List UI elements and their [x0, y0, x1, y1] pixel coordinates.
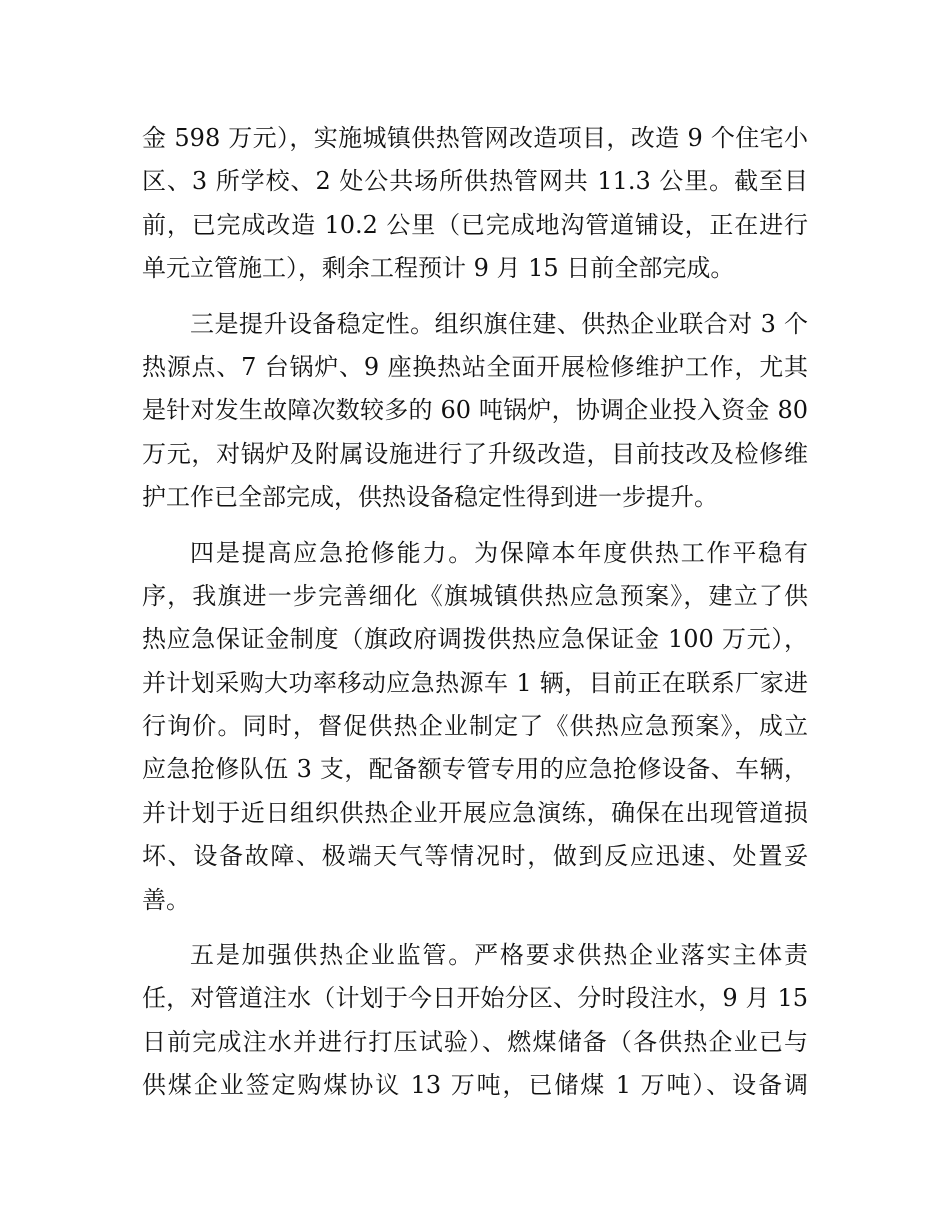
text-line: 单元立管施工），剩余工程预计 9 月 15 日前全部完成。 — [142, 254, 735, 283]
document-body — [142, 117, 808, 1120]
text-line: 金 598 万元），实施城镇供热管网改造项目，改造 9 个住宅小 — [142, 124, 808, 152]
text-line: 热源点、7 台锅炉、9 座换热站全面开展检修维护工作，尤其 — [142, 352, 808, 381]
text-line: 四是提高应急抢修能力。为保障本年度供热工作平稳有 — [190, 538, 808, 567]
text-line: 五是加强供热企业监管。严格要求供热企业落实主体责 — [190, 941, 808, 970]
text-line: 护工作已全部完成，供热设备稳定性得到进一步提升。 — [142, 483, 718, 512]
text-line: 前，已完成改造 10.2 公里（已完成地沟管道铺设，正在进行 — [142, 210, 808, 239]
text-line: 行询价。同时，督促供热企业制定了《供热应急预案》，成立 — [142, 712, 808, 741]
text-line: 善。 — [142, 885, 190, 914]
paragraph-funding-pipeline — [142, 117, 808, 291]
text-line: 三是提升设备稳定性。组织旗住建、供热企业联合对 3 个 — [190, 309, 808, 338]
text-line: 序，我旗进一步完善细化《旗城镇供热应急预案》，建立了供 — [142, 581, 808, 610]
text-line: 应急抢修队伍 3 支，配备额专管专用的应急抢修设备、车辆， — [142, 755, 808, 784]
text-line: 并计划采购大功率移动应急热源车 1 辆，目前正在联系厂家进 — [142, 668, 808, 697]
text-line: 日前完成注水并进行打压试验）、燃煤储备（各供热企业已与 — [142, 1027, 808, 1056]
text-line: 供煤企业签定购煤协议 13 万吨，已储煤 1 万吨）、设备调 — [142, 1071, 808, 1100]
paragraph-enterprise-supervision — [142, 934, 808, 1108]
text-line: 热应急保证金制度（旗政府调拨供热应急保证金 100 万元）， — [142, 625, 808, 654]
text-line: 并计划于近日组织供热企业开展应急演练，确保在出现管道损 — [142, 798, 808, 827]
text-line: 万元，对锅炉及附属设施进行了升级改造，目前技改及检修维 — [142, 439, 808, 468]
text-line: 是针对发生故障次数较多的 60 吨锅炉，协调企业投入资金 80 — [142, 396, 808, 425]
paragraph-equipment-stability — [142, 303, 808, 520]
text-line: 任，对管道注水（计划于今日开始分区、分时段注水，9 月 15 — [142, 984, 808, 1013]
paragraph-emergency-repair — [142, 532, 808, 923]
text-line: 区、3 所学校、2 处公共场所供热管网共 11.3 公里。截至目 — [142, 167, 808, 196]
text-line: 坏、设备故障、极端天气等情况时，做到反应迅速、处置妥 — [142, 842, 808, 871]
